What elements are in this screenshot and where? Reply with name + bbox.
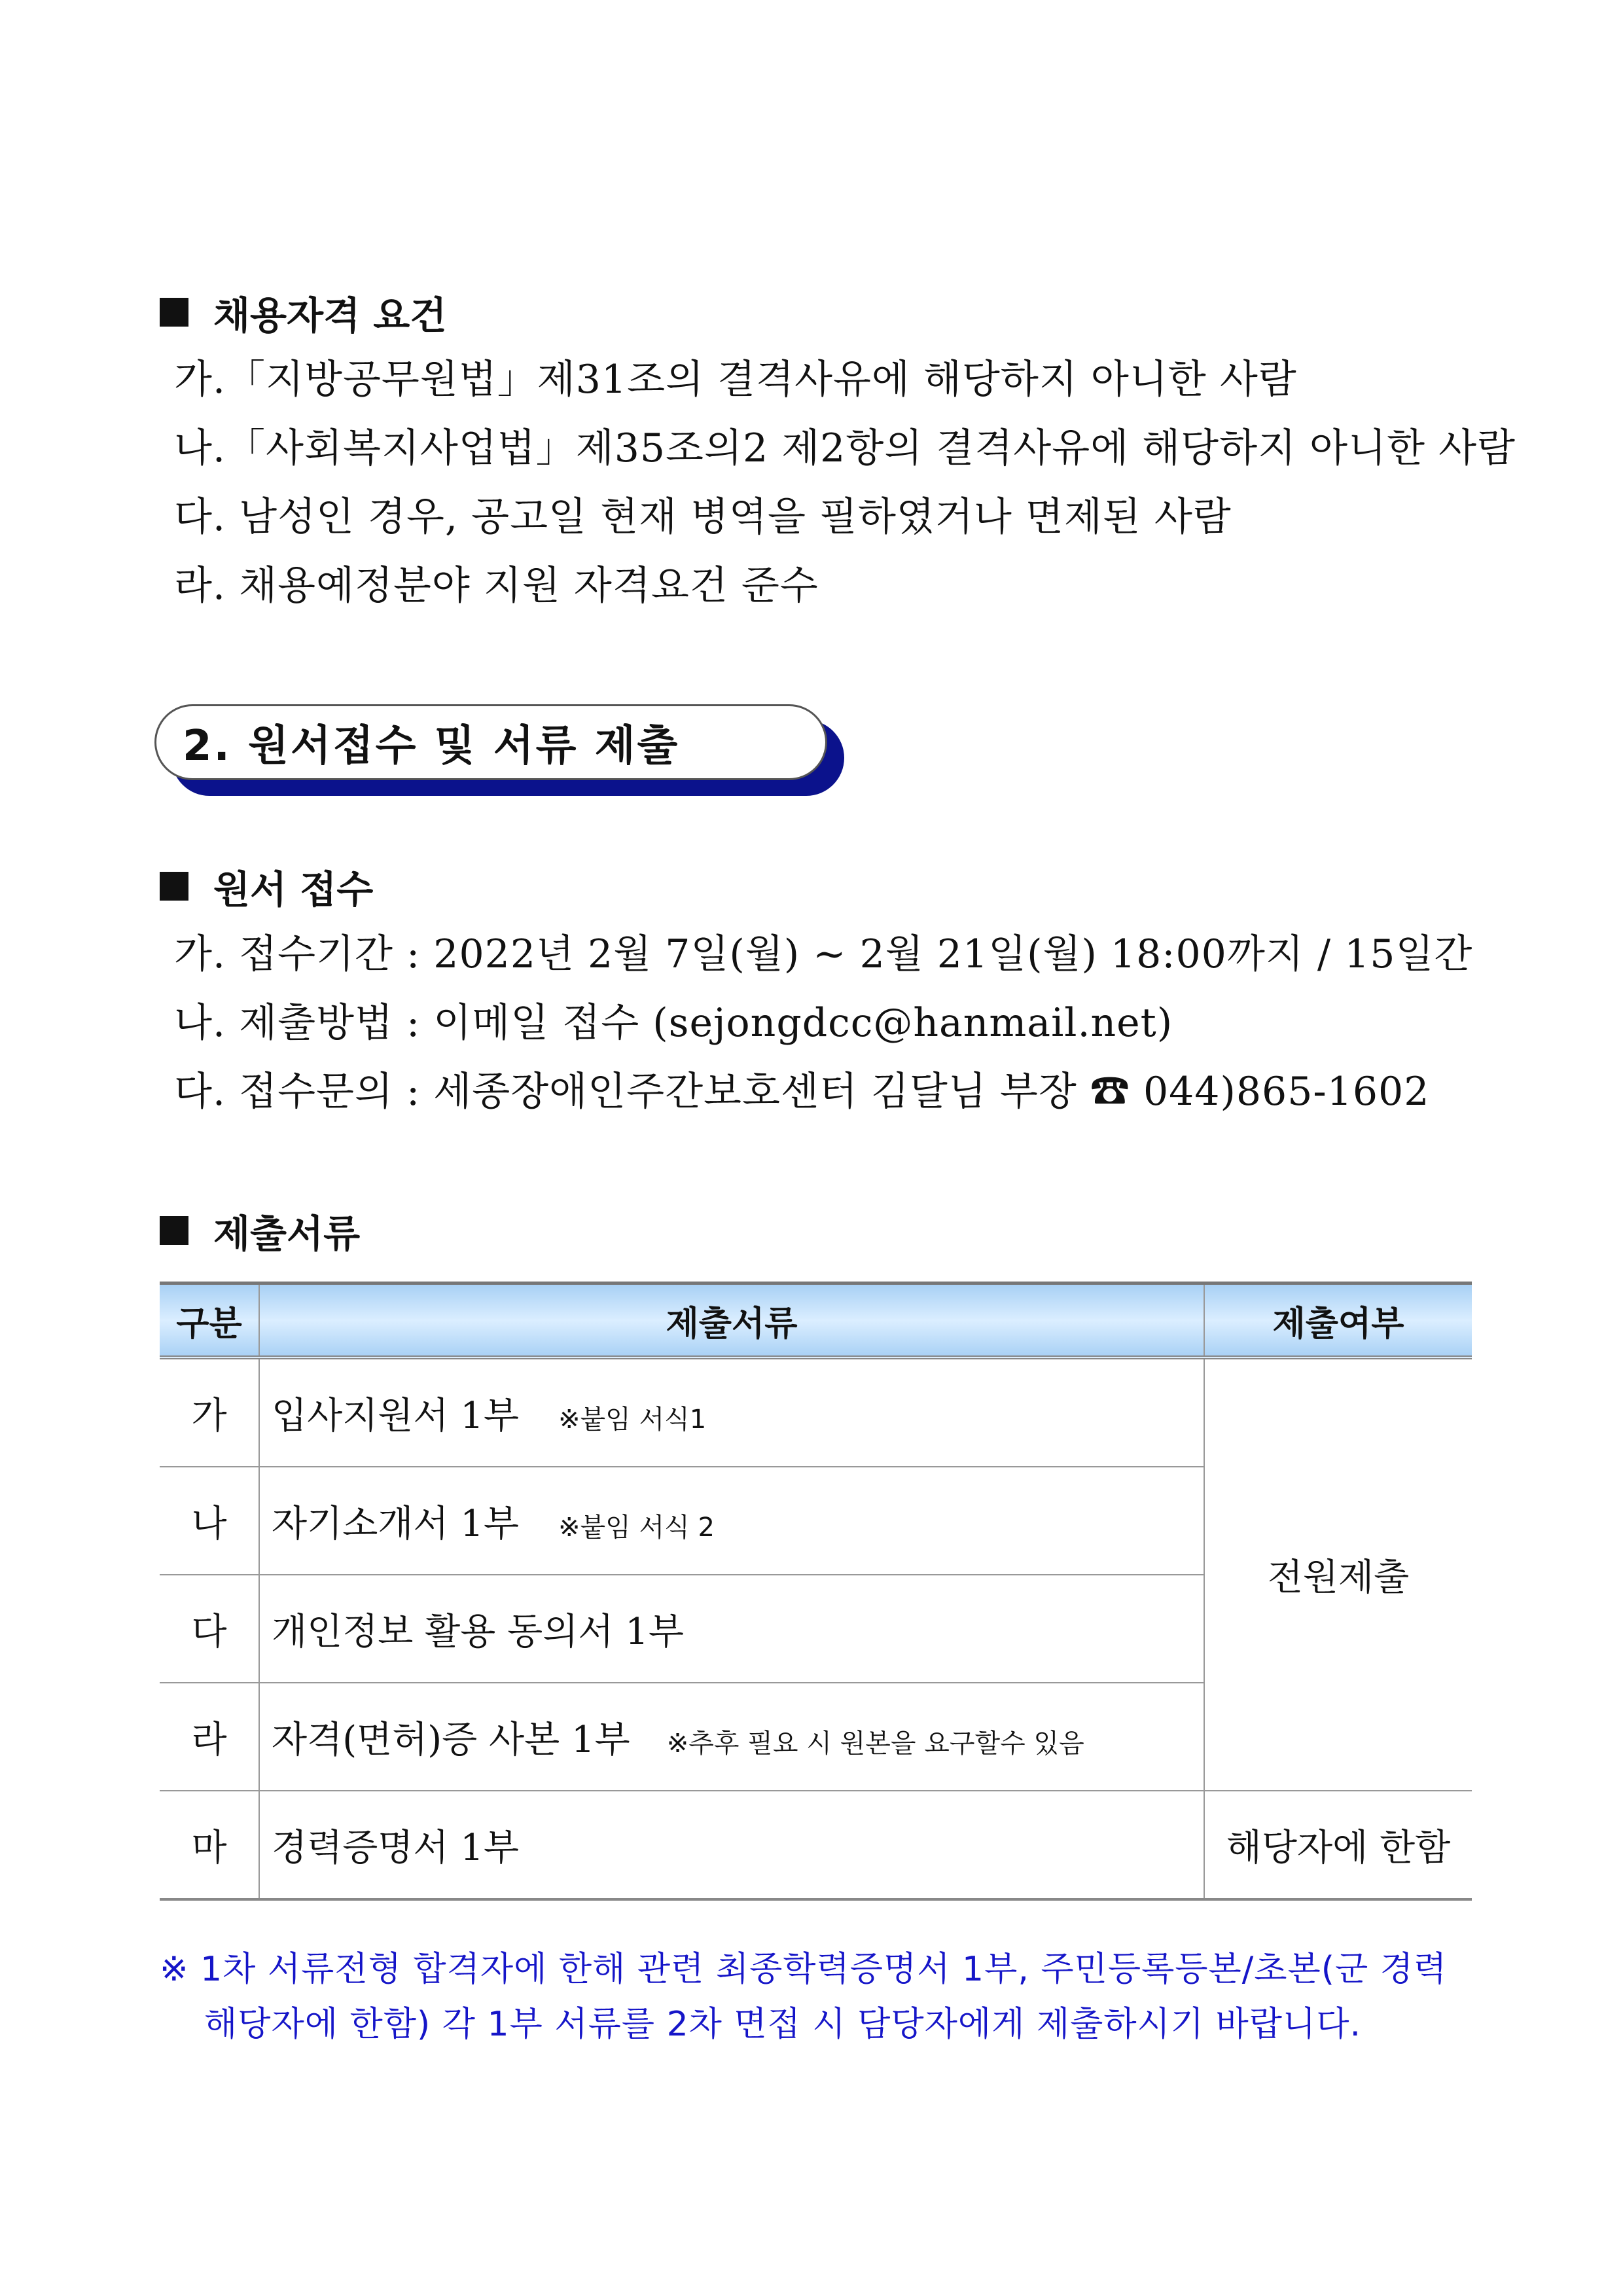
- document-name: 입사지원서 1부: [272, 1394, 520, 1437]
- document-note: ※붙임 서식1: [558, 1404, 707, 1435]
- row-code: 마: [160, 1791, 259, 1899]
- row-document: [259, 1467, 1204, 1575]
- row-code: 나: [160, 1467, 259, 1575]
- square-bullet-icon: [160, 1216, 188, 1245]
- documents-table: [160, 1282, 1472, 1901]
- qualification-item: 다. 남성인 경우, 공고일 현재 병역을 필하였거나 면제된 사람: [174, 494, 1232, 540]
- document-name: 경력증명서 1부: [272, 1826, 520, 1869]
- square-bullet-icon: [160, 298, 188, 327]
- heading-text: 채용자격 요건: [213, 293, 447, 338]
- qualification-item: 가.「지방공무원법」제31조의 결격사유에 해당하지 아니한 사람: [174, 357, 1297, 403]
- section-heading-documents: [160, 1203, 360, 1258]
- application-item: 나. 제출방법 : 이메일 접수 (sejongdcc@hanmail.net): [174, 1000, 1173, 1046]
- document-name: 자격(면허)증 사본 1부: [272, 1718, 630, 1761]
- banner-title: 2. 원서접수 및 서류 제출: [183, 722, 680, 770]
- document-name: 개인정보 활용 동의서 1부: [272, 1610, 684, 1653]
- footnote-line: ※ 1차 서류전형 합격자에 한해 관련 최종학력증명서 1부, 주민등록등본/초본(군 경력: [160, 1950, 1448, 1989]
- qualification-item: 나.「사회복지사업법」제35조의2 제2항의 결격사유에 해당하지 아니한 사람: [174, 425, 1516, 471]
- application-item: 가. 접수기간 : 2022년 2월 7일(월) ~ 2월 21일(월) 18:00까지 / 15일간: [174, 931, 1473, 977]
- row-code: 라: [160, 1683, 259, 1791]
- document-note: ※추후 필요 시 원본을 요구할수 있음: [666, 1728, 1084, 1759]
- row-document: [259, 1357, 1204, 1467]
- qualification-item: 라. 채용예정분야 지원 자격요건 준수: [174, 563, 819, 609]
- row-document: [259, 1575, 1204, 1683]
- row-document: [259, 1791, 1204, 1899]
- section-heading-application: [160, 859, 373, 914]
- footnote-line: 해당자에 한함) 각 1부 서류를 2차 면접 시 담당자에게 제출하시기 바랍니다.: [204, 2005, 1362, 2044]
- square-bullet-icon: [160, 872, 188, 901]
- document-name: 자기소개서 1부: [272, 1502, 520, 1545]
- table-row: [160, 1791, 1472, 1899]
- column-header: 제출서류: [259, 1283, 1204, 1358]
- status-all-submit: 전원제출: [1204, 1357, 1472, 1791]
- row-code: 다: [160, 1575, 259, 1683]
- section-banner: [154, 704, 827, 780]
- row-code: 가: [160, 1357, 259, 1467]
- document-note: ※붙임 서식 2: [558, 1512, 715, 1543]
- row-document: [259, 1683, 1204, 1791]
- table-row: [160, 1357, 1472, 1467]
- column-header: 제출여부: [1204, 1283, 1472, 1358]
- status-applicable-only: 해당자에 한함: [1204, 1791, 1472, 1899]
- heading-text: 원서 접수: [213, 867, 374, 912]
- heading-text: 제출서류: [213, 1211, 361, 1256]
- table-header-row: [160, 1283, 1472, 1358]
- column-header: 구분: [160, 1283, 259, 1358]
- section-heading-qualifications: [160, 285, 446, 340]
- application-item: 다. 접수문의 : 세종장애인주간보호센터 김달님 부장 ☎ 044)865-1602: [174, 1069, 1430, 1115]
